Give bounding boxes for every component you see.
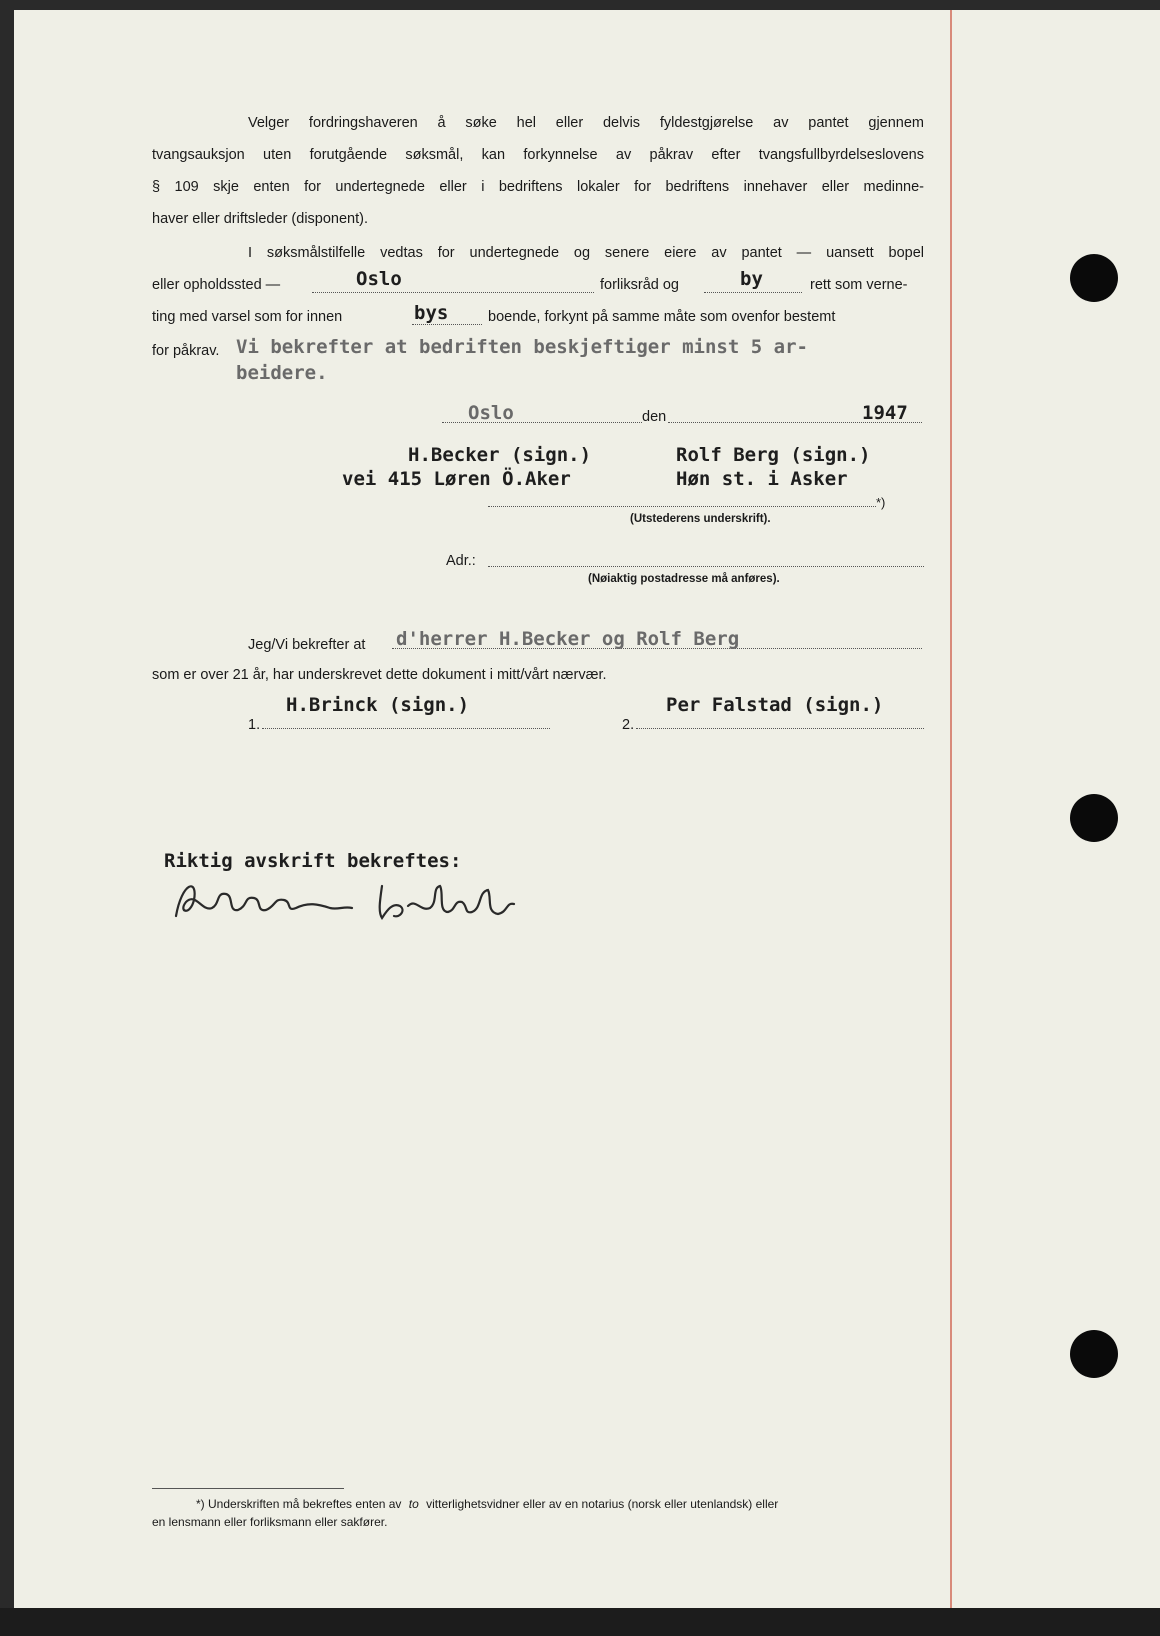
punch-hole <box>1070 1330 1118 1378</box>
witness-intro: Jeg/Vi bekrefter at <box>248 637 366 653</box>
witness-1: H.Brinck (sign.) <box>286 694 470 716</box>
para1-line: Velger fordringshaveren å søke hel eller delvis fyldestgjørelse av pantet gjennem <box>248 115 924 131</box>
signature-1-address: vei 415 Løren Ö.Aker <box>342 468 571 490</box>
fill-line-court <box>704 292 802 293</box>
address-label: Adr.: <box>446 553 476 569</box>
para2-text: forliksråd og <box>600 277 679 293</box>
fill-bys: bys <box>414 302 449 324</box>
date-year: 1947 <box>862 402 908 424</box>
typed-statement: Vi bekrefter at bedriften beskjeftiger minst 5 ar- <box>236 336 808 358</box>
para1-line: § 109 skje enten for undertegnede eller i bedriftens lokaler for bedriftens innehaver eller medinne- <box>152 179 924 195</box>
para2-text: for påkrav. <box>152 343 220 359</box>
date-place: Oslo <box>468 402 514 424</box>
fill-line-bys <box>412 324 482 325</box>
para2-line: I søksmålstilfelle vedtas for undertegnede og senere eiere av pantet — uansett bopel <box>248 245 924 261</box>
address-line <box>488 566 924 567</box>
footnote-rule <box>152 1488 344 1489</box>
witness-names: d'herrer H.Becker og Rolf Berg <box>396 628 740 650</box>
issuer-signature-line <box>488 506 876 507</box>
witness-statement: som er over 21 år, har underskrevet dette dokument i mitt/vårt nærvær. <box>152 667 607 683</box>
scan-border-top <box>0 0 1160 10</box>
margin-rule <box>950 10 952 1608</box>
date-den: den <box>642 409 667 425</box>
footnote-text: *) Underskriften må bekreftes enten av <box>196 1497 402 1511</box>
signature-2-name: Rolf Berg (sign.) <box>676 444 871 466</box>
para2-text: ting med varsel som for innen <box>152 309 343 325</box>
issuer-caption: (Utstederens underskrift). <box>630 513 771 525</box>
para2-text: boende, forkynt på samme måte som ovenfor bestemt <box>488 309 836 325</box>
witness-2-line <box>636 728 924 729</box>
signature-2-address: Høn st. i Asker <box>676 468 848 490</box>
footnote-text: vitterlighetsvidner eller av en notarius (norsk eller utenlandsk) eller <box>426 1497 779 1511</box>
witness-2: Per Falstad (sign.) <box>666 694 884 716</box>
witness-1-number: 1. <box>248 717 261 733</box>
certified-copy-text: Riktig avskrift bekreftes: <box>164 850 462 872</box>
signature-1-name: H.Becker (sign.) <box>408 444 592 466</box>
fill-place: Oslo <box>356 268 402 290</box>
fill-court: by <box>740 268 763 290</box>
para1-line: tvangsauksjon uten forutgående søksmål, kan forkynnelse av påkrav efter tvangsfullbyrdelseslovens <box>152 147 924 163</box>
fill-line-place <box>312 292 594 293</box>
address-caption: (Nøiaktig postadresse må anføres). <box>588 573 780 585</box>
para2-text: rett som verne- <box>810 277 908 293</box>
witness-2-number: 2. <box>622 717 635 733</box>
footnote-fill: to <box>408 1497 419 1511</box>
witness-1-line <box>262 728 550 729</box>
signature-asterisk: *) <box>876 495 886 510</box>
handwritten-signature <box>168 872 548 932</box>
para1-line: haver eller driftsleder (disponent). <box>152 211 368 227</box>
punch-hole <box>1070 794 1118 842</box>
punch-hole <box>1070 254 1118 302</box>
scan-border-bottom <box>0 1608 1160 1636</box>
footnote-line-2: en lensmann eller forliksmann eller sakfører. <box>152 1515 388 1529</box>
para2-text: eller opholdssted — <box>152 277 281 293</box>
scan-border-left <box>0 0 14 1636</box>
typed-statement: beidere. <box>236 362 328 384</box>
footnote <box>196 1496 778 1513</box>
